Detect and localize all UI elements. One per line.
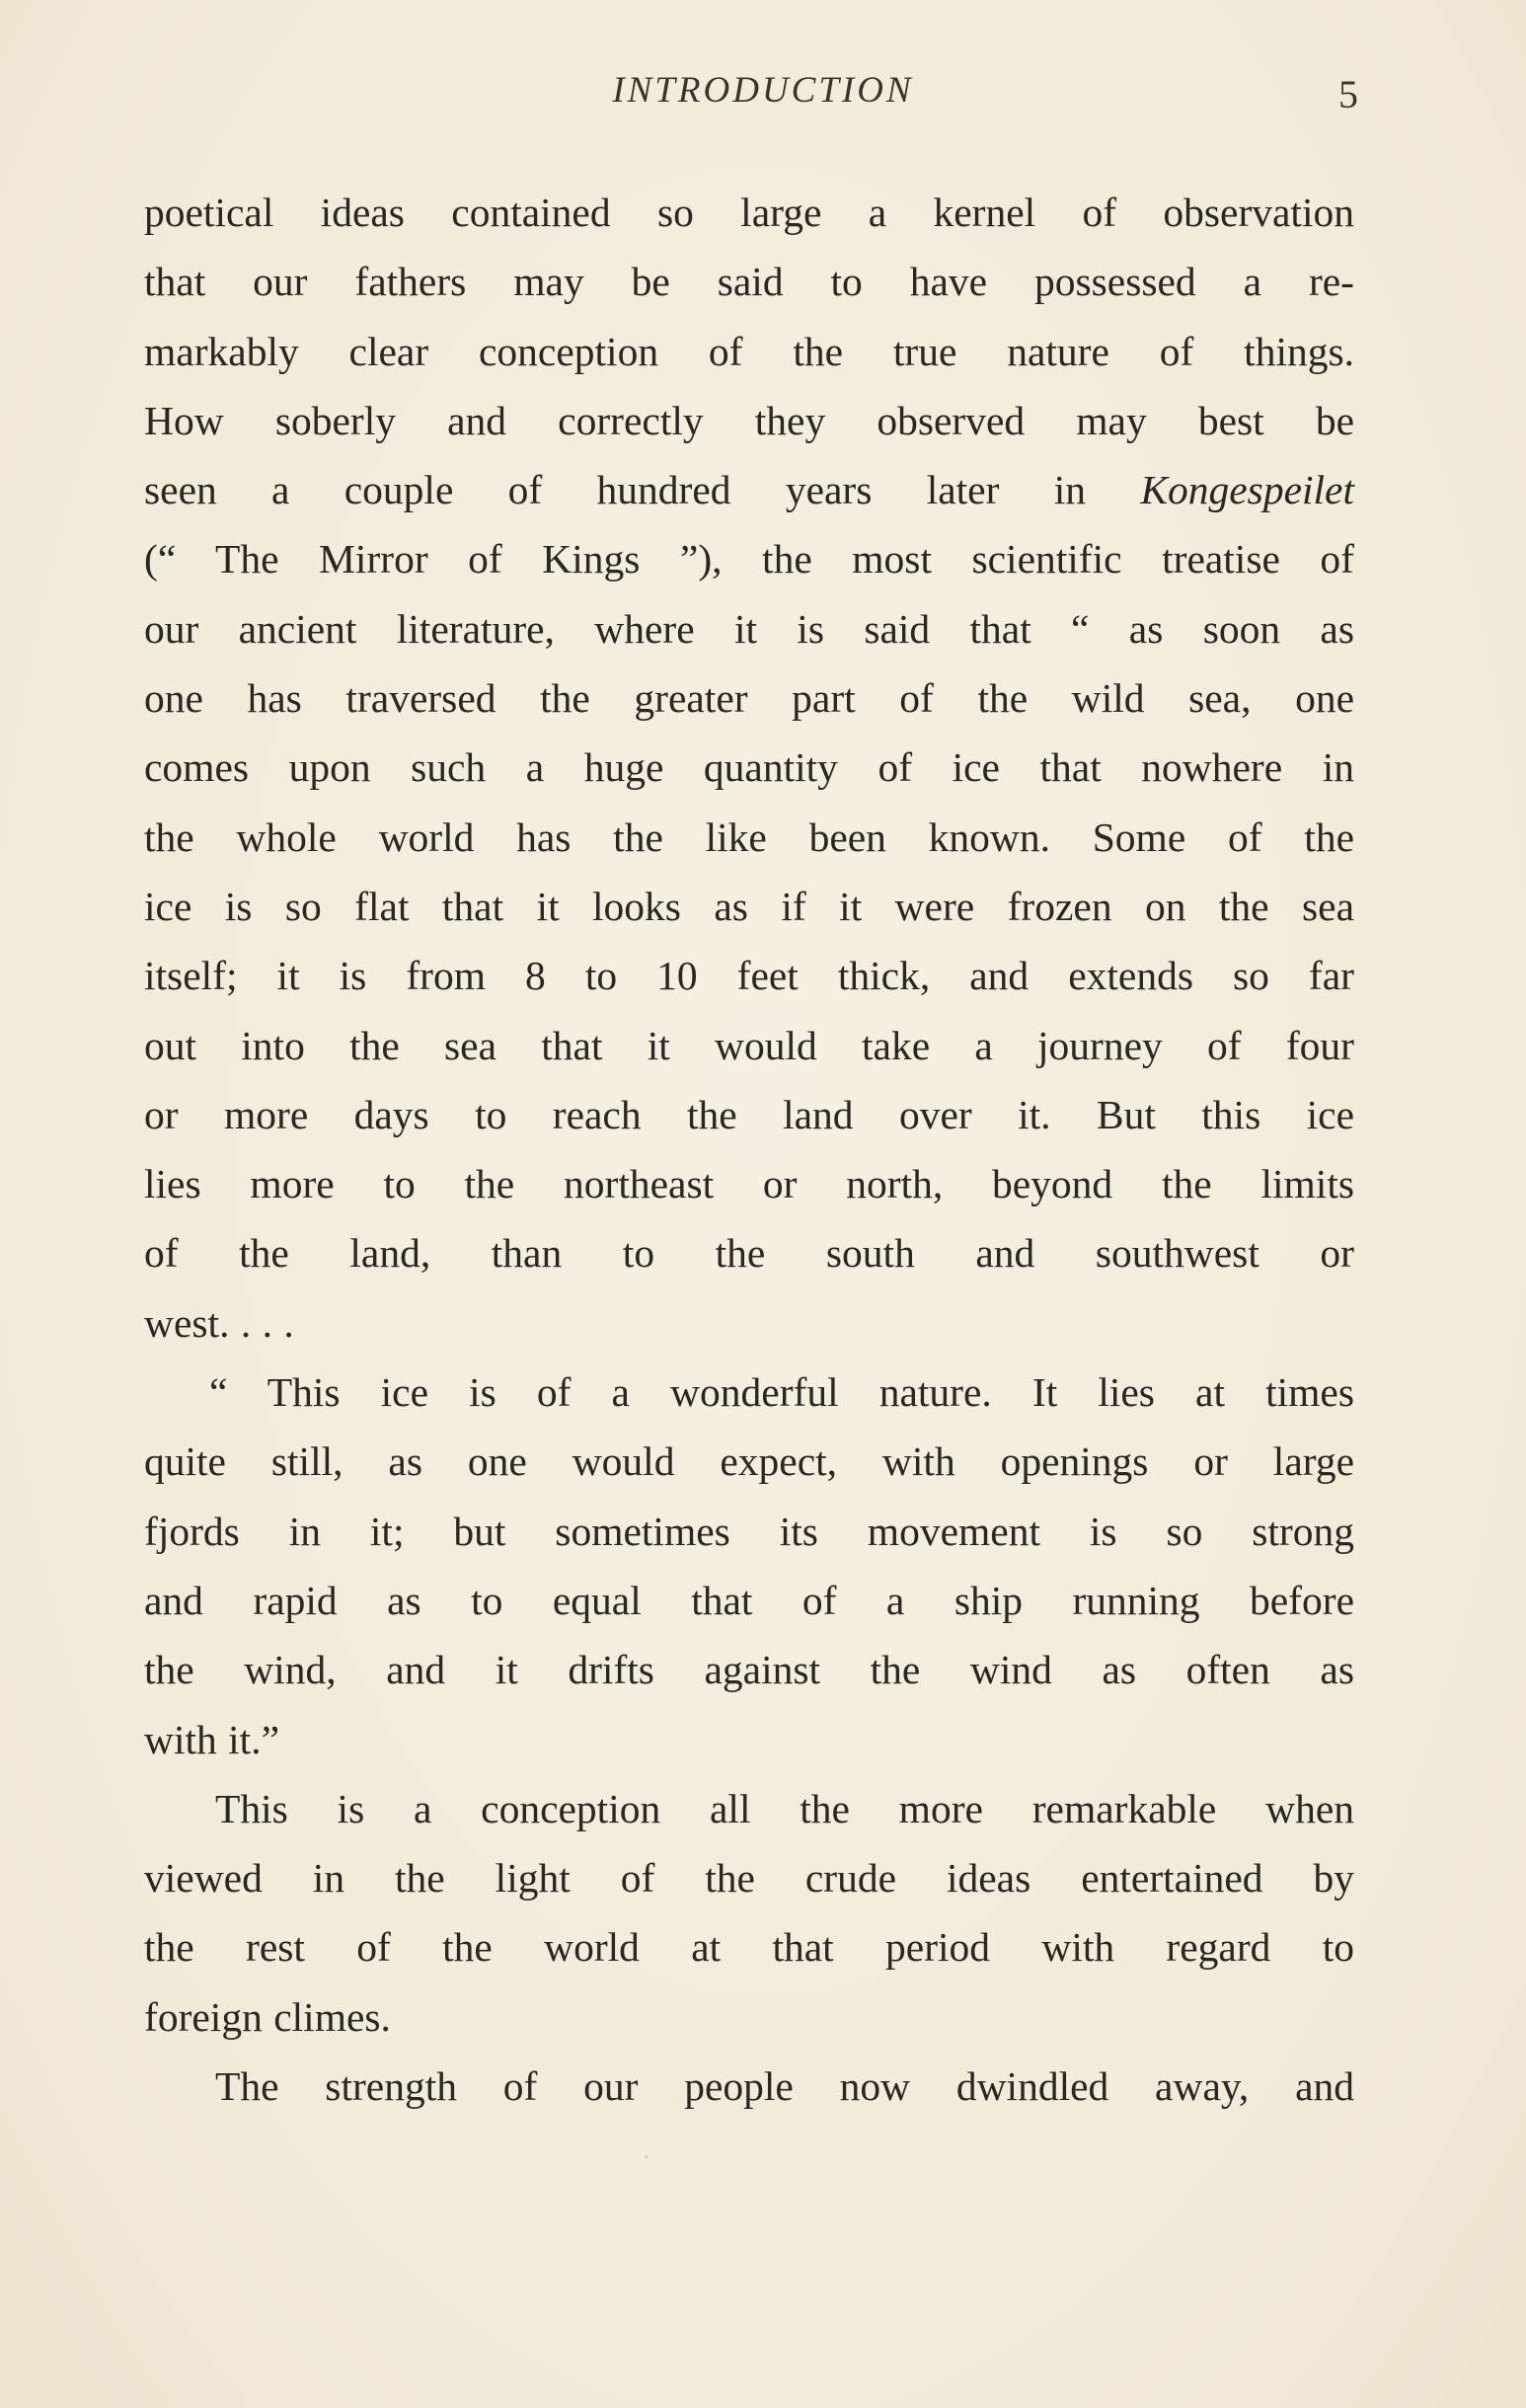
text-line: of the land, than to the south and southwest or [144, 1230, 1354, 1277]
text-line: and rapid as to equal that of a ship running before [144, 1577, 1354, 1623]
page-number: 5 [1338, 72, 1358, 117]
text-line: or more days to reach the land over it. But this ice [144, 1091, 1354, 1137]
text-line: poetical ideas contained so large a kernel of observation [144, 190, 1354, 235]
italic-book-title: Kongespeilet [1140, 467, 1355, 513]
text-segment: seen a couple of hundred years later in [144, 467, 1087, 513]
text-line: lies more to the northeast or north, beyond the limits [144, 1161, 1354, 1207]
text-line: (“ The Mirror of Kings ”), the most scientific treatise of [144, 536, 1354, 583]
body-text [144, 178, 1354, 2121]
text-line: markably clear conception of the true nature of things. [144, 328, 1354, 374]
running-head [0, 69, 1526, 128]
text-line: foreign climes. [144, 1993, 391, 2040]
text-line: This is a conception all the more remarkable when [215, 1785, 1354, 1831]
text-line-with-title [144, 455, 1354, 524]
text-line: How soberly and correctly they observed may best be [144, 397, 1354, 443]
text-line: the whole world has the like been known. Some of the [144, 814, 1354, 860]
text-line: the rest of the world at that period with regard to [144, 1924, 1354, 1971]
text-line: The strength of our people now dwindled away, and [215, 2063, 1354, 2110]
text-line: that our fathers may be said to have possessed a re- [144, 259, 1354, 305]
text-line: viewed in the light of the crude ideas entertained by [144, 1855, 1354, 1902]
text-line: itself; it is from 8 to 10 feet thick, and extends so far [144, 953, 1354, 999]
text-line: out into the sea that it would take a journey of four [144, 1022, 1354, 1068]
text-line: our ancient literature, where it is said that “ as soon as [144, 605, 1354, 652]
text-line: with it.” [144, 1716, 280, 1762]
running-head-title: INTRODUCTION [612, 70, 914, 111]
text-line: west. . . . [144, 1299, 294, 1346]
text-line: the wind, and it drifts against the wind as often as [144, 1647, 1354, 1693]
text-line: quite still, as one would expect, with openings or large [144, 1438, 1354, 1485]
text-line: fjords in it; but sometimes its movement is so strong [144, 1508, 1354, 1554]
paper-speck [645, 2155, 648, 2158]
text-line: comes upon such a huge quantity of ice that nowhere in [144, 744, 1354, 791]
text-line: ice is so flat that it looks as if it were frozen on the sea [144, 883, 1354, 929]
text-line: one has traversed the greater part of the wild sea, one [144, 675, 1354, 722]
text-line: “ This ice is of a wonderful nature. It lies at times [209, 1369, 1354, 1416]
